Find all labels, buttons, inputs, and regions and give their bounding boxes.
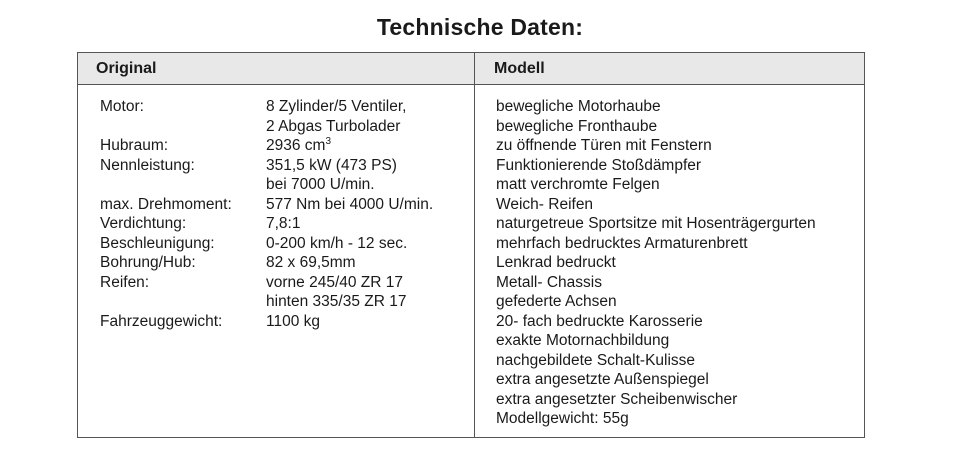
spec-value-text: 8 Zylinder/5 Ventiler, [266, 98, 407, 115]
feature-item: gefederte Achsen [496, 293, 617, 310]
spec-value [266, 97, 406, 117]
spec-value [266, 195, 433, 215]
spec-value [266, 273, 406, 293]
feature-item: bewegliche Motorhaube [496, 98, 661, 115]
spec-values [266, 97, 406, 136]
original-spec-list [100, 97, 433, 331]
feature-item: extra angesetzte Außenspiegel [496, 371, 709, 388]
spec-values [266, 234, 407, 254]
spec-value-text: 2936 cm [266, 137, 326, 154]
spec-value-text: 82 x 69,5mm [266, 254, 356, 271]
feature-item: mehrfach bedrucktes Armaturenbrett [496, 234, 748, 252]
spec-label: Verdichtung: [100, 215, 187, 232]
spec-label: Beschleunigung: [100, 234, 215, 252]
spec-value [266, 312, 320, 332]
spec-row [100, 312, 433, 332]
spec-values [266, 136, 331, 156]
feature-item: nachgebildete Schalt-Kulisse [496, 351, 696, 369]
feature-item: bewegliche Fronthaube [496, 117, 658, 135]
spec-values [266, 253, 356, 273]
spec-row [100, 136, 433, 156]
feature-item: naturgetreue Sportsitze mit Hosenträgergurten [496, 215, 816, 232]
feature-item: 20- fach bedruckte Karosserie [496, 312, 703, 330]
column-header-modell: Modell [494, 60, 545, 77]
spec-label: Bohrung/Hub: [100, 254, 196, 271]
spec-value [266, 292, 406, 312]
spec-value-text: 7,8:1 [266, 215, 301, 232]
spec-row [100, 97, 433, 136]
spec-row [100, 253, 433, 273]
spec-label: Reifen: [100, 273, 150, 291]
spec-values [266, 195, 433, 215]
column-header-original: Original [96, 60, 157, 77]
page-title: Technische Daten: [376, 14, 584, 40]
spec-value-text: 577 Nm bei 4000 U/min. [266, 195, 434, 213]
spec-values [266, 312, 320, 332]
spec-value [266, 253, 356, 273]
spec-row [100, 195, 433, 215]
spec-value [266, 234, 407, 254]
spec-label: Nennleistung: [100, 156, 195, 174]
spec-values [266, 214, 300, 234]
feature-item: extra angesetzter Scheibenwischer [496, 390, 738, 408]
spec-label: max. Drehmoment: [100, 195, 232, 213]
spec-value-text: 351,5 kW (473 PS) [266, 156, 397, 174]
spec-value [266, 214, 300, 234]
spec-value-text: bei 7000 U/min. [266, 176, 375, 193]
feature-item: Lenkrad bedruckt [496, 254, 616, 271]
feature-item: Funktionierende Stoßdämpfer [496, 156, 702, 174]
spec-row [100, 156, 433, 195]
spec-value [266, 156, 397, 176]
spec-value [266, 136, 331, 156]
spec-value [266, 117, 406, 137]
feature-item: Weich- Reifen [496, 195, 594, 213]
column-divider [474, 53, 475, 437]
spec-value-text: 1100 kg [266, 312, 321, 330]
feature-item: Metall- Chassis [496, 273, 602, 291]
table-header [78, 53, 864, 85]
model-feature-list [496, 97, 816, 429]
spec-table [77, 52, 865, 438]
spec-label: Motor: [100, 98, 144, 115]
spec-row [100, 214, 433, 234]
spec-values [266, 273, 406, 312]
feature-item: exakte Motornachbildung [496, 332, 670, 349]
spec-label: Fahrzeuggewicht: [100, 312, 223, 330]
feature-item: zu öffnende Türen mit Fenstern [496, 137, 712, 154]
feature-item: matt verchromte Felgen [496, 176, 660, 193]
spec-label: Hubraum: [100, 137, 169, 154]
spec-values [266, 156, 397, 195]
spec-value-text: vorne 245/40 ZR 17 [266, 273, 404, 291]
spec-value-text: 2 Abgas Turbolader [266, 117, 401, 135]
unit-superscript: 3 [325, 135, 332, 147]
spec-value-text: hinten 335/35 ZR 17 [266, 293, 407, 310]
spec-row [100, 273, 433, 312]
spec-value-text: 0-200 km/h - 12 sec. [266, 234, 408, 252]
feature-item: Modellgewicht: 55g [496, 410, 629, 427]
spec-value [266, 175, 397, 195]
spec-row [100, 234, 433, 254]
